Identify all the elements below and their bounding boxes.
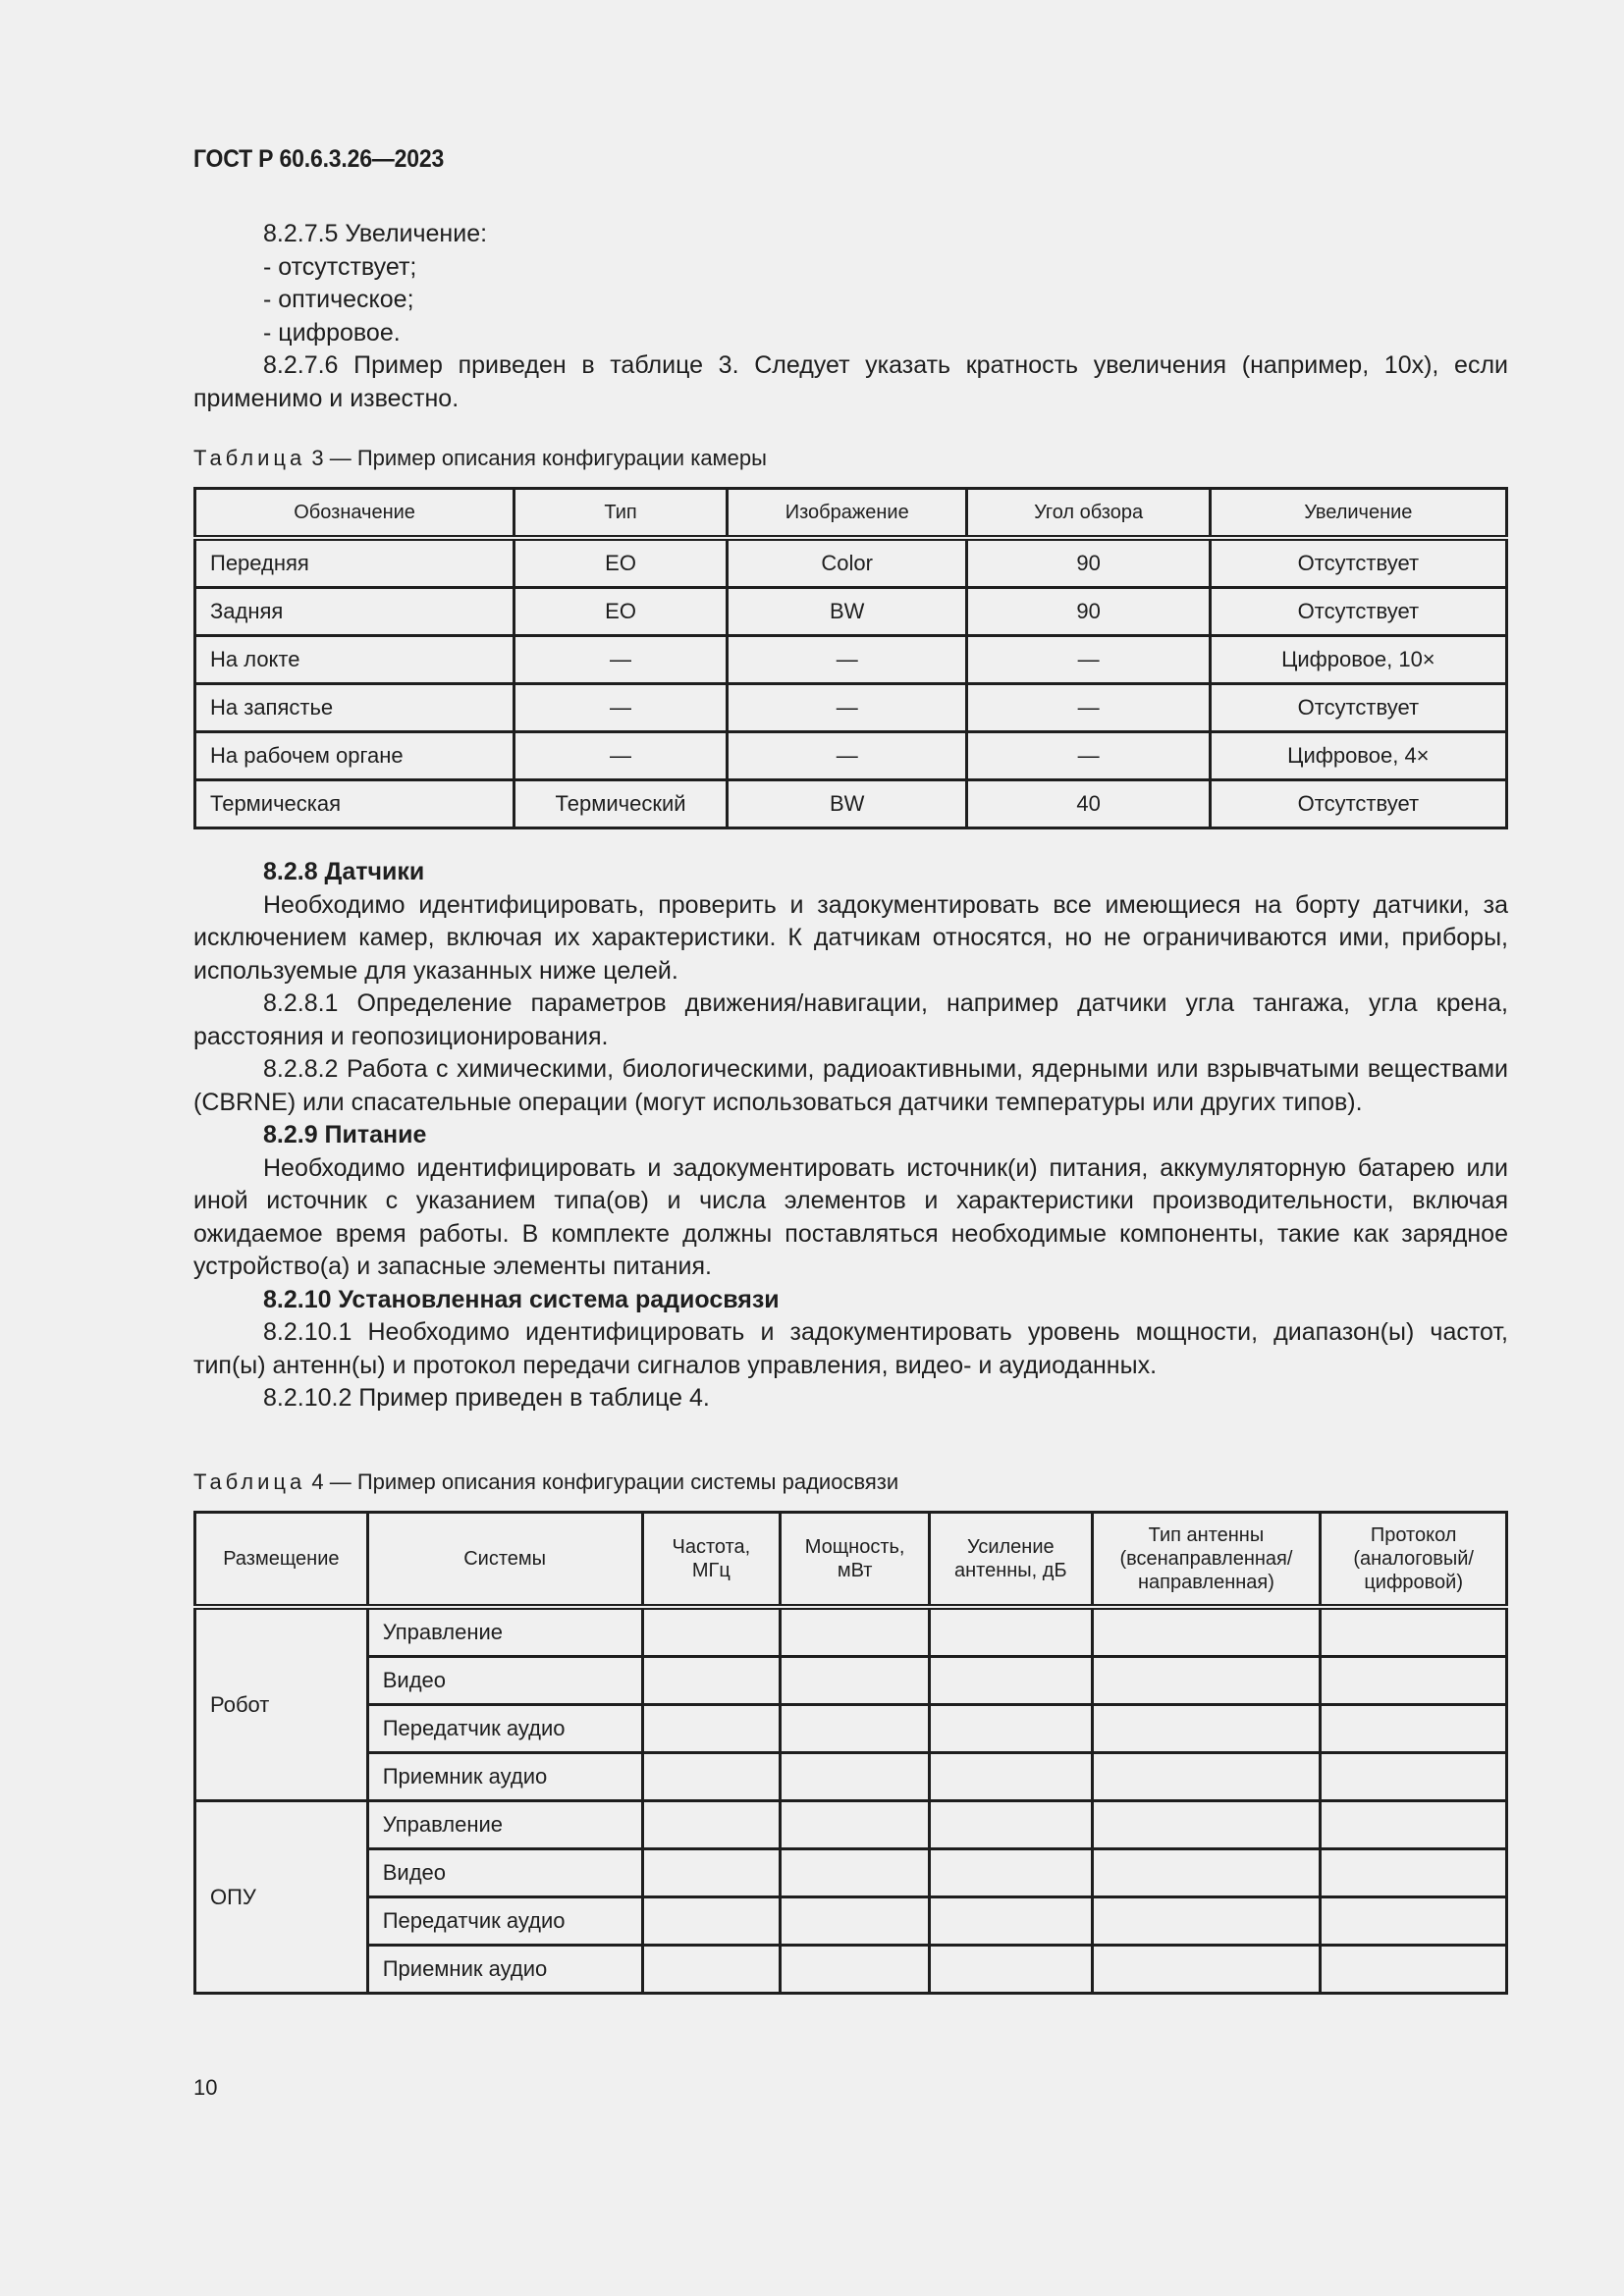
- column-header: Тип антенны (всенаправленная/ направленная): [1092, 1513, 1321, 1608]
- empty-cell: [781, 1897, 930, 1946]
- column-header: Угол обзора: [967, 489, 1210, 539]
- table-row: [195, 636, 1507, 684]
- column-header: Протокол (аналоговый/ цифровой): [1321, 1513, 1507, 1608]
- table-cell: Термический: [514, 780, 728, 828]
- paragraph: 8.2.10.1 Необходимо идентифицировать и задокументировать уровень мощности, диапазон(ы) частот, тип(ы) антенн(ы) и протокол передачи сигналов управления, видео- и аудиоданных.: [193, 1318, 1508, 1379]
- empty-cell: [1092, 1849, 1321, 1897]
- system-cell: Управление: [367, 1801, 642, 1849]
- table-cell: Color: [727, 538, 967, 588]
- table-row: [195, 1801, 1507, 1849]
- table-cell: 40: [967, 780, 1210, 828]
- table-cell: Цифровое, 4×: [1210, 732, 1506, 780]
- empty-cell: [1321, 1607, 1507, 1657]
- table-cell: Отсутствует: [1210, 684, 1506, 732]
- table-header-row: [195, 1513, 1507, 1608]
- empty-cell: [642, 1607, 781, 1657]
- caption-prefix: Таблица: [193, 446, 306, 470]
- section-heading: 8.2.8 Датчики: [263, 858, 425, 885]
- table-cell: —: [967, 636, 1210, 684]
- table-cell: BW: [727, 780, 967, 828]
- table-cell: —: [727, 636, 967, 684]
- empty-cell: [781, 1705, 930, 1753]
- empty-cell: [642, 1946, 781, 1994]
- table-cell: 90: [967, 588, 1210, 636]
- empty-cell: [930, 1801, 1093, 1849]
- table-header-row: [195, 489, 1507, 539]
- empty-cell: [642, 1753, 781, 1801]
- empty-cell: [1092, 1897, 1321, 1946]
- table-cell: На локте: [195, 636, 514, 684]
- column-header: Мощность, мВт: [781, 1513, 930, 1608]
- system-cell: Видео: [367, 1657, 642, 1705]
- paragraph: 8.2.8.1 Определение параметров движения/навигации, например датчики угла тангажа, угла крена, расстояния и геопозиционирования.: [193, 989, 1508, 1050]
- empty-cell: [1092, 1753, 1321, 1801]
- table-row: [195, 1657, 1507, 1705]
- table-cell: Отсутствует: [1210, 538, 1506, 588]
- table-row: [195, 780, 1507, 828]
- section-heading: 8.2.9 Питание: [263, 1121, 427, 1148]
- empty-cell: [781, 1753, 930, 1801]
- paragraph: Необходимо идентифицировать и задокументировать источник(и) питания, аккумуляторную батарею или иной источник с указанием типа(ов) и числа элементов и характеристики производительности, включая ожидаемое время работы. В комплекте должны поставляться необходимые компоненты, такие как зарядное устройство(а) и запасные элементы питания.: [193, 1153, 1508, 1280]
- camera-config-table: [193, 487, 1508, 829]
- caption-text: 3 — Пример описания конфигурации камеры: [305, 446, 767, 470]
- table-cell: На рабочем органе: [195, 732, 514, 780]
- system-cell: Приемник аудио: [367, 1753, 642, 1801]
- table4-caption: [193, 1469, 898, 1495]
- table-row: [195, 538, 1507, 588]
- table-cell: —: [967, 732, 1210, 780]
- empty-cell: [930, 1705, 1093, 1753]
- table-cell: —: [514, 636, 728, 684]
- table-cell: Термическая: [195, 780, 514, 828]
- empty-cell: [1092, 1705, 1321, 1753]
- table-row: [195, 684, 1507, 732]
- system-cell: Передатчик аудио: [367, 1705, 642, 1753]
- empty-cell: [1321, 1753, 1507, 1801]
- paragraph: 8.2.8.2 Работа с химическими, биологическими, радиоактивными, ядерными или взрывчатыми веществами (CBRNE) или спасательные операции (могут использоваться датчики температуры или других типов).: [193, 1055, 1508, 1116]
- table-cell: —: [514, 732, 728, 780]
- column-header: Изображение: [727, 489, 967, 539]
- empty-cell: [930, 1657, 1093, 1705]
- section-8-2-7-5: [193, 218, 1508, 415]
- empty-cell: [930, 1607, 1093, 1657]
- table-cell: BW: [727, 588, 967, 636]
- table-row: [195, 1753, 1507, 1801]
- empty-cell: [781, 1657, 930, 1705]
- table3-caption: [193, 446, 767, 471]
- empty-cell: [1092, 1946, 1321, 1994]
- table-cell: EO: [514, 588, 728, 636]
- empty-cell: [642, 1657, 781, 1705]
- table-row: [195, 1897, 1507, 1946]
- list-item: - отсутствует;: [263, 252, 417, 281]
- empty-cell: [642, 1801, 781, 1849]
- placement-cell: Робот: [195, 1607, 368, 1801]
- column-header: Размещение: [195, 1513, 368, 1608]
- empty-cell: [781, 1849, 930, 1897]
- table-cell: Цифровое, 10×: [1210, 636, 1506, 684]
- table-cell: 90: [967, 538, 1210, 588]
- empty-cell: [1321, 1897, 1507, 1946]
- empty-cell: [1321, 1946, 1507, 1994]
- empty-cell: [1321, 1705, 1507, 1753]
- table-cell: —: [727, 732, 967, 780]
- column-header: Тип: [514, 489, 728, 539]
- table-cell: Отсутствует: [1210, 780, 1506, 828]
- column-header: Частота, МГц: [642, 1513, 781, 1608]
- empty-cell: [781, 1946, 930, 1994]
- table-row: [195, 732, 1507, 780]
- table-cell: —: [727, 684, 967, 732]
- empty-cell: [930, 1897, 1093, 1946]
- table-cell: На запястье: [195, 684, 514, 732]
- system-cell: Приемник аудио: [367, 1946, 642, 1994]
- system-cell: Видео: [367, 1849, 642, 1897]
- list-item: - оптическое;: [263, 286, 414, 313]
- empty-cell: [642, 1705, 781, 1753]
- empty-cell: [930, 1753, 1093, 1801]
- paragraph-8-2-7-6: 8.2.7.6 Пример приведен в таблице 3. Следует указать кратность увеличения (например, 10x), если применимо и известно.: [193, 351, 1508, 412]
- paragraph: Необходимо идентифицировать, проверить и задокументировать все имеющиеся на борту датчики, за исключением камер, включая их характеристики. К датчикам относятся, но не ограничиваются ими, приборы, используемые для указанных ниже целей.: [193, 890, 1508, 985]
- paragraph: 8.2.10.2 Пример приведен в таблице 4.: [263, 1384, 710, 1412]
- sections-8-2-8-to-8-2-10: [193, 856, 1508, 1415]
- table-cell: Задняя: [195, 588, 514, 636]
- empty-cell: [642, 1849, 781, 1897]
- column-header: Системы: [367, 1513, 642, 1608]
- radio-config-table: [193, 1511, 1508, 1995]
- empty-cell: [642, 1897, 781, 1946]
- column-header: Усиление антенны, дБ: [930, 1513, 1093, 1608]
- table-cell: EO: [514, 538, 728, 588]
- system-cell: Передатчик аудио: [367, 1897, 642, 1946]
- empty-cell: [930, 1946, 1093, 1994]
- table-row: [195, 1705, 1507, 1753]
- section-heading: 8.2.10 Установленная система радиосвязи: [263, 1285, 780, 1313]
- page-number: 10: [193, 2075, 218, 2100]
- empty-cell: [1092, 1801, 1321, 1849]
- table-row: [195, 1849, 1507, 1897]
- caption-text: 4 — Пример описания конфигурации системы радиосвязи: [305, 1469, 899, 1494]
- table-cell: Передняя: [195, 538, 514, 588]
- empty-cell: [781, 1801, 930, 1849]
- empty-cell: [1092, 1607, 1321, 1657]
- caption-prefix: Таблица: [193, 1469, 306, 1494]
- empty-cell: [1321, 1801, 1507, 1849]
- table-cell: —: [967, 684, 1210, 732]
- table-cell: —: [514, 684, 728, 732]
- column-header: Обозначение: [195, 489, 514, 539]
- list-item: - цифровое.: [263, 318, 401, 347]
- table-row: [195, 1607, 1507, 1657]
- table-row: [195, 588, 1507, 636]
- table-row: [195, 1946, 1507, 1994]
- empty-cell: [930, 1849, 1093, 1897]
- table-cell: Отсутствует: [1210, 588, 1506, 636]
- empty-cell: [1321, 1849, 1507, 1897]
- document-code-header: ГОСТ Р 60.6.3.26—2023: [193, 145, 445, 173]
- empty-cell: [781, 1607, 930, 1657]
- placement-cell: ОПУ: [195, 1801, 368, 1994]
- column-header: Увеличение: [1210, 489, 1506, 539]
- system-cell: Управление: [367, 1607, 642, 1657]
- empty-cell: [1092, 1657, 1321, 1705]
- empty-cell: [1321, 1657, 1507, 1705]
- section-title: 8.2.7.5 Увеличение:: [263, 220, 488, 247]
